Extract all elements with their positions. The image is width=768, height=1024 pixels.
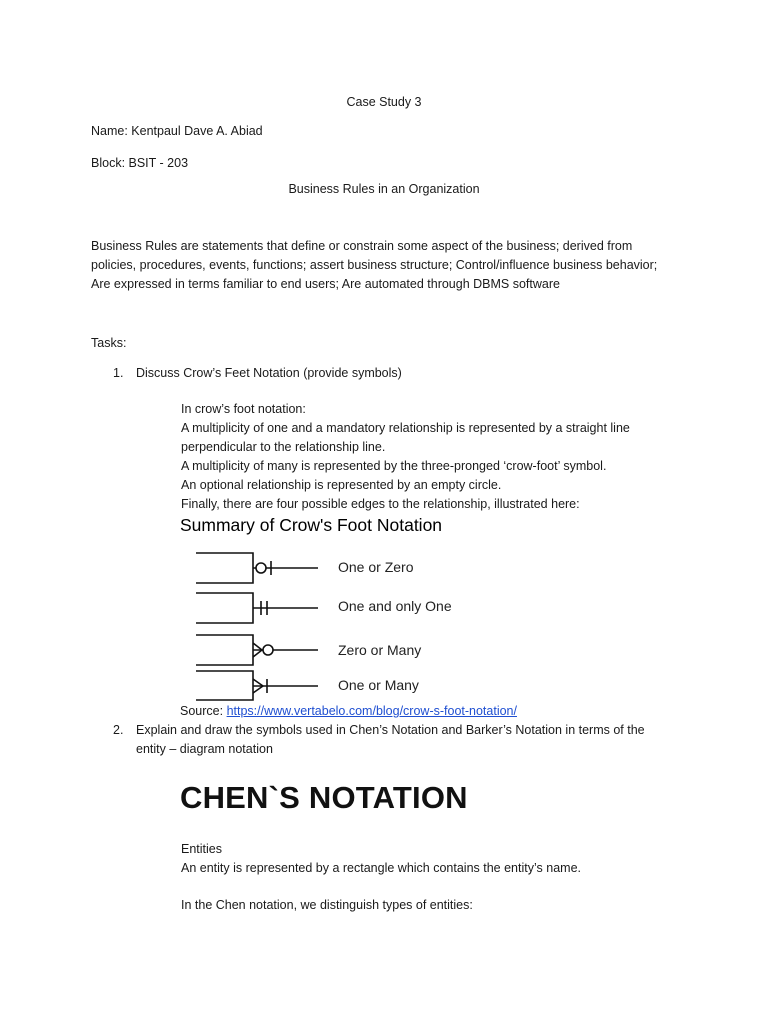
document-subtitle: Business Rules in an Organization — [288, 182, 480, 196]
intro-line: policies, procedures, events, functions; assert business structure; Control/influence business behavior; — [91, 258, 658, 272]
tasks-label: Tasks: — [91, 336, 127, 350]
explanation-line: A multiplicity of one and a mandatory relationship is represented by a straight line — [181, 421, 630, 435]
intro-paragraph — [91, 237, 691, 294]
explanation-line: perpendicular to the relationship line. — [181, 440, 386, 454]
task-2-line: entity – diagram notation — [136, 742, 273, 756]
source-label: Source: — [180, 704, 224, 718]
explanation-line: In crow’s foot notation: — [181, 402, 306, 416]
crow-foot-icon — [253, 686, 263, 693]
crows-foot-figure — [178, 510, 508, 705]
explanation-line: An optional relationship is represented by an empty circle. — [181, 478, 502, 492]
zero-circle-icon — [256, 563, 266, 573]
crows-foot-explanation — [181, 400, 681, 514]
document-title: Case Study 3 — [346, 95, 422, 109]
task-2-text — [136, 721, 645, 759]
crow-foot-icon — [253, 650, 262, 657]
row-label: One or Many — [338, 677, 419, 693]
task-2-number: 2. — [113, 723, 124, 737]
source-link[interactable]: https://www.vertabelo.com/blog/crow-s-foot-notation/ — [226, 704, 517, 718]
entity-types-text: In the Chen notation, we distinguish types of entities: — [181, 898, 473, 912]
intro-line: Business Rules are statements that define or constrain some aspect of the business; derived from — [91, 239, 633, 253]
crow-foot-icon — [253, 643, 262, 650]
task-1-number: 1. — [113, 366, 124, 380]
row-one-or-zero — [196, 553, 414, 583]
task-1-text: Discuss Crow’s Feet Notation (provide symbols) — [136, 366, 402, 380]
row-zero-or-many — [196, 635, 421, 665]
figure-title: Summary of Crow's Foot Notation — [180, 515, 443, 535]
row-label: One or Zero — [338, 559, 414, 575]
entities-text: An entity is represented by a rectangle which contains the entity’s name. — [181, 861, 581, 875]
crow-foot-icon — [253, 679, 263, 686]
task-2-line: Explain and draw the symbols used in Chen’s Notation and Barker’s Notation in terms of the — [136, 723, 645, 737]
row-one-or-many — [196, 671, 419, 700]
entities-label: Entities — [181, 842, 222, 856]
name-line: Name: Kentpaul Dave A. Abiad — [91, 124, 263, 138]
row-label: Zero or Many — [338, 642, 422, 658]
explanation-line: Finally, there are four possible edges to the relationship, illustrated here: — [181, 497, 580, 511]
chen-notation-heading: CHEN`S NOTATION — [180, 780, 468, 815]
source-line — [180, 702, 517, 721]
intro-line: Are expressed in terms familiar to end users; Are automated through DBMS software — [91, 277, 560, 291]
row-label: One and only One — [338, 598, 452, 614]
block-line: Block: BSIT - 203 — [91, 156, 189, 170]
explanation-line: A multiplicity of many is represented by the three-pronged ‘crow-foot’ symbol. — [181, 459, 607, 473]
row-one-and-only-one — [196, 593, 452, 623]
zero-circle-icon — [263, 645, 273, 655]
